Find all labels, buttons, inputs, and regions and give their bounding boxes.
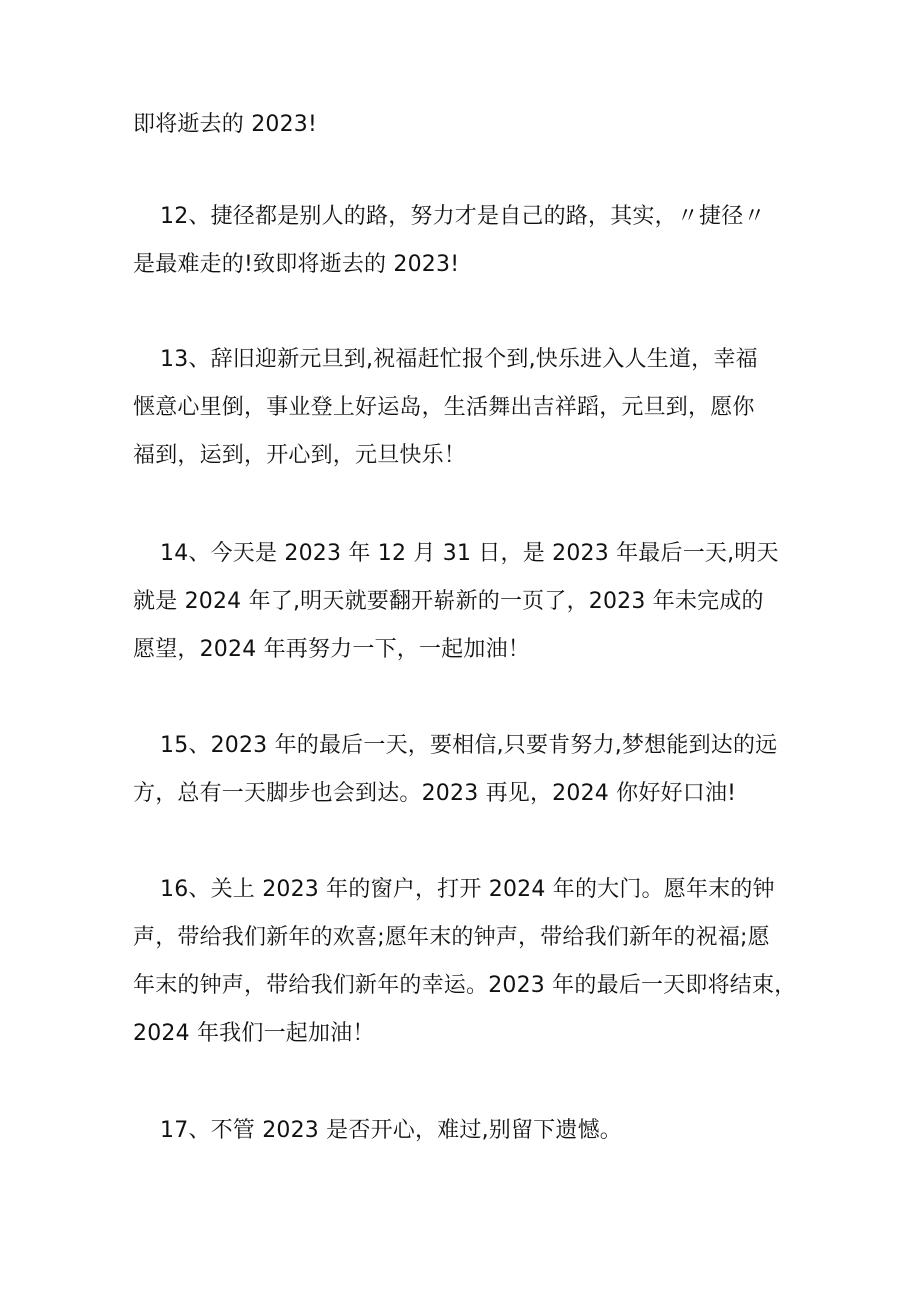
text-line: 12、捷径都是别人的路，努力才是自己的路，其实，〃捷径〃 [160, 204, 766, 229]
text-line: 惬意心里倒，事业登上好运岛，生活舞出吉祥蹈，元旦到，愿你 [133, 395, 755, 420]
paragraph-item-12 [133, 193, 813, 289]
text-line: 即将逝去的 2023! [133, 112, 318, 137]
text-line: 16、关上 2023 年的窗户，打开 2024 年的大门。愿年末的钟 [160, 877, 775, 902]
text-line: 方，总有一天脚步也会到达。2023 再见，2024 你好好口油! [133, 781, 737, 806]
text-line: 愿望，2024 年再努力一下，一起加油！ [133, 637, 530, 662]
text-line: 年末的钟声，带给我们新年的幸运。2023 年的最后一天即将结束， [133, 973, 797, 998]
text-line: 17、不管 2023 是否开心，难过,别留下遗憾。 [160, 1118, 622, 1143]
text-line: 声，带给我们新年的欢喜;愿年末的钟声，带给我们新年的祝福;愿 [133, 925, 770, 950]
text-line: 14、今天是 2023 年 12 月 31 日，是 2023 年最后一天,明天 [160, 541, 779, 566]
paragraph-item-16 [133, 866, 813, 1058]
paragraph-item-17 [133, 1107, 813, 1155]
text-line: 2024 年我们一起加油！ [133, 1021, 375, 1046]
paragraph-item-14 [133, 530, 813, 674]
text-line: 福到，运到，开心到，元旦快乐！ [133, 443, 467, 468]
text-line: 15、2023 年的最后一天，要相信,只要肯努力,梦想能到达的远 [160, 733, 778, 758]
text-line: 是最难走的!致即将逝去的 2023! [133, 252, 460, 277]
text-line: 13、辞旧迎新元旦到,祝福赶忙报个到,快乐进入人生道，幸福 [160, 347, 758, 372]
paragraph-item-13 [133, 336, 813, 480]
text-line: 就是 2024 年了,明天就要翻开崭新的一页了，2023 年未完成的 [133, 589, 764, 614]
paragraph-item-15 [133, 722, 813, 818]
paragraph-continuation [133, 101, 813, 149]
